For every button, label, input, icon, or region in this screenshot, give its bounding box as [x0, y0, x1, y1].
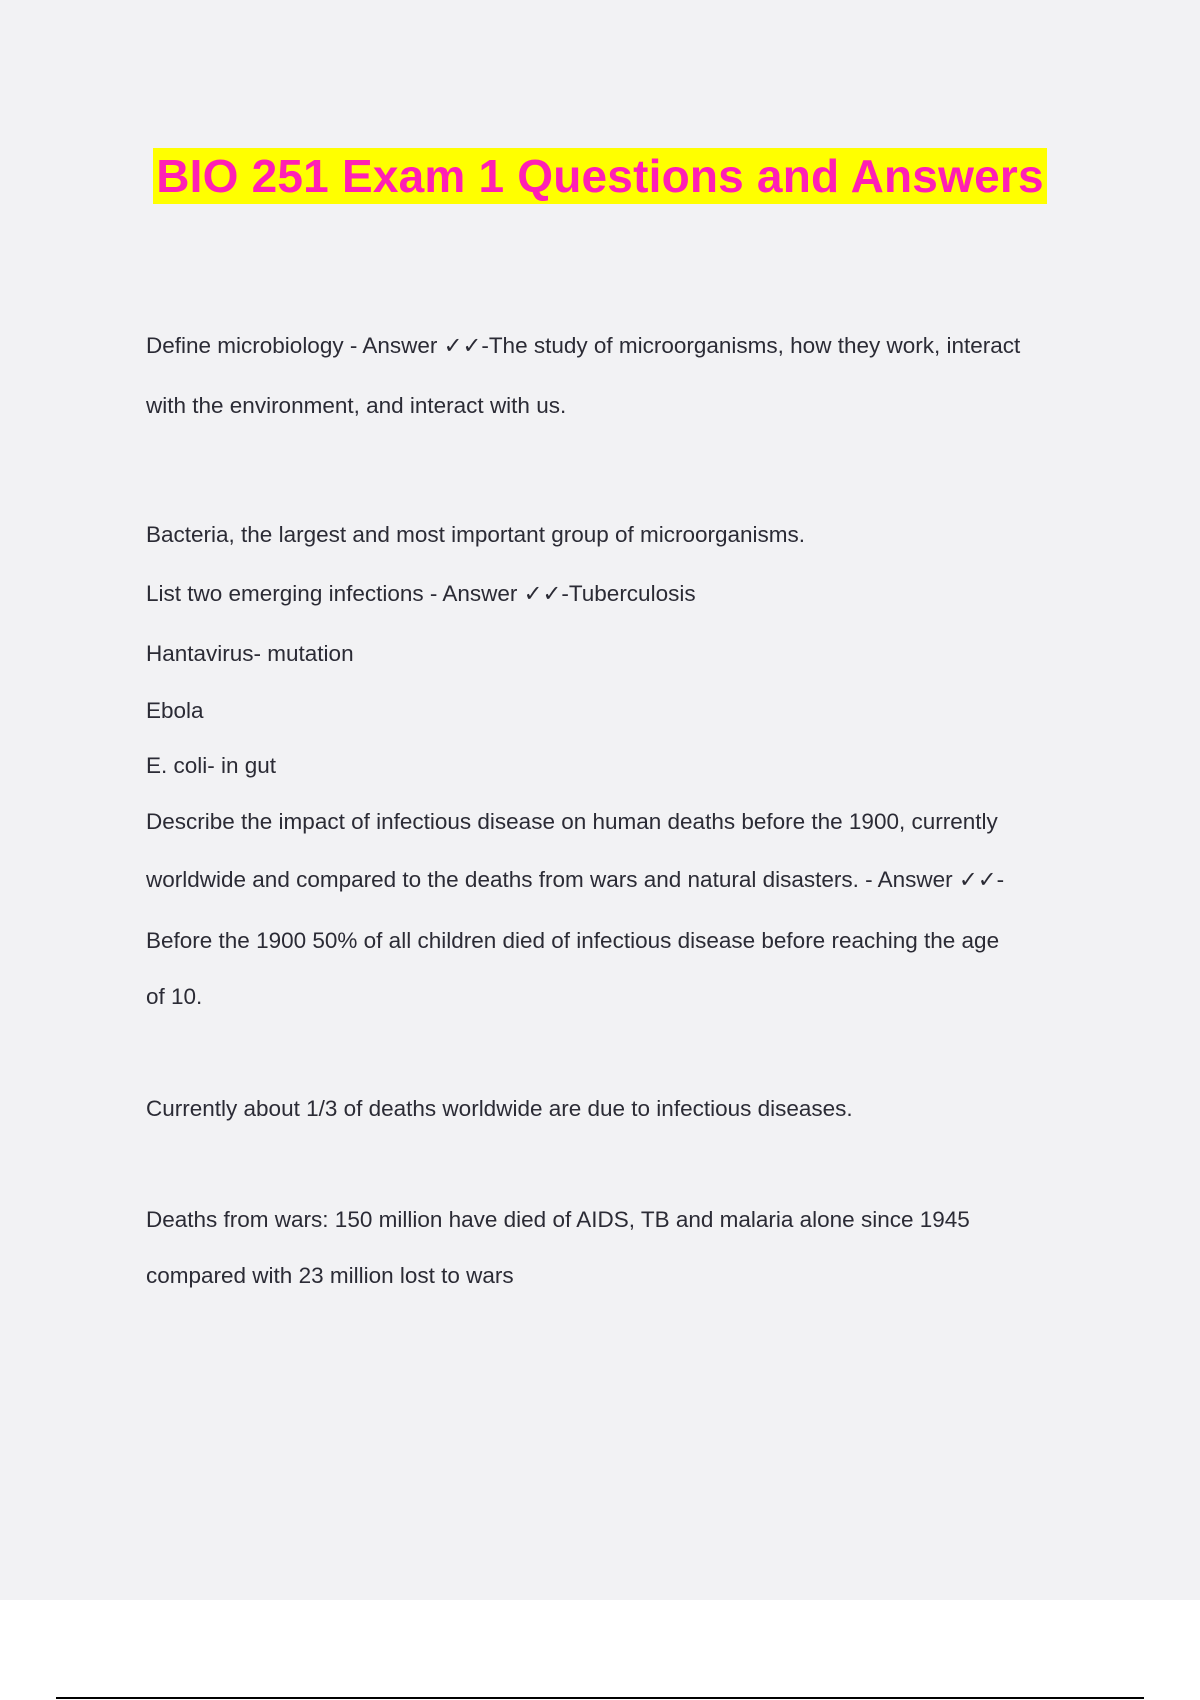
text-line: Bacteria, the largest and most important group of microorganisms.: [146, 522, 806, 547]
text-line: Hantavirus- mutation: [146, 641, 354, 666]
text-line: Define microbiology - Answer ✓✓-The study of microorganisms, how they work, interact: [146, 333, 1021, 358]
text-line: with the environment, and interact with us.: [146, 393, 567, 418]
text-line: compared with 23 million lost to wars: [146, 1263, 514, 1288]
footer-divider: [56, 1697, 1144, 1699]
text-line: of 10.: [146, 984, 203, 1009]
text-line: Currently about 1/3 of deaths worldwide are due to infectious diseases.: [146, 1096, 853, 1121]
title-wrap: [0, 148, 1200, 204]
text-line: Deaths from wars: 150 million have died of AIDS, TB and malaria alone since 1945: [146, 1207, 970, 1232]
text-line: Ebola: [146, 698, 204, 723]
page-title: BIO 251 Exam 1 Questions and Answers: [153, 148, 1047, 204]
text-line: List two emerging infections - Answer ✓✓-Tuberculosis: [146, 581, 696, 606]
text-line: worldwide and compared to the deaths from wars and natural disasters. - Answer ✓✓-: [146, 867, 1005, 892]
text-line: E. coli- in gut: [146, 753, 277, 778]
text-line: Describe the impact of infectious disease on human deaths before the 1900, currently: [146, 809, 998, 834]
text-line: Before the 1900 50% of all children died of infectious disease before reaching the age: [146, 928, 1000, 953]
